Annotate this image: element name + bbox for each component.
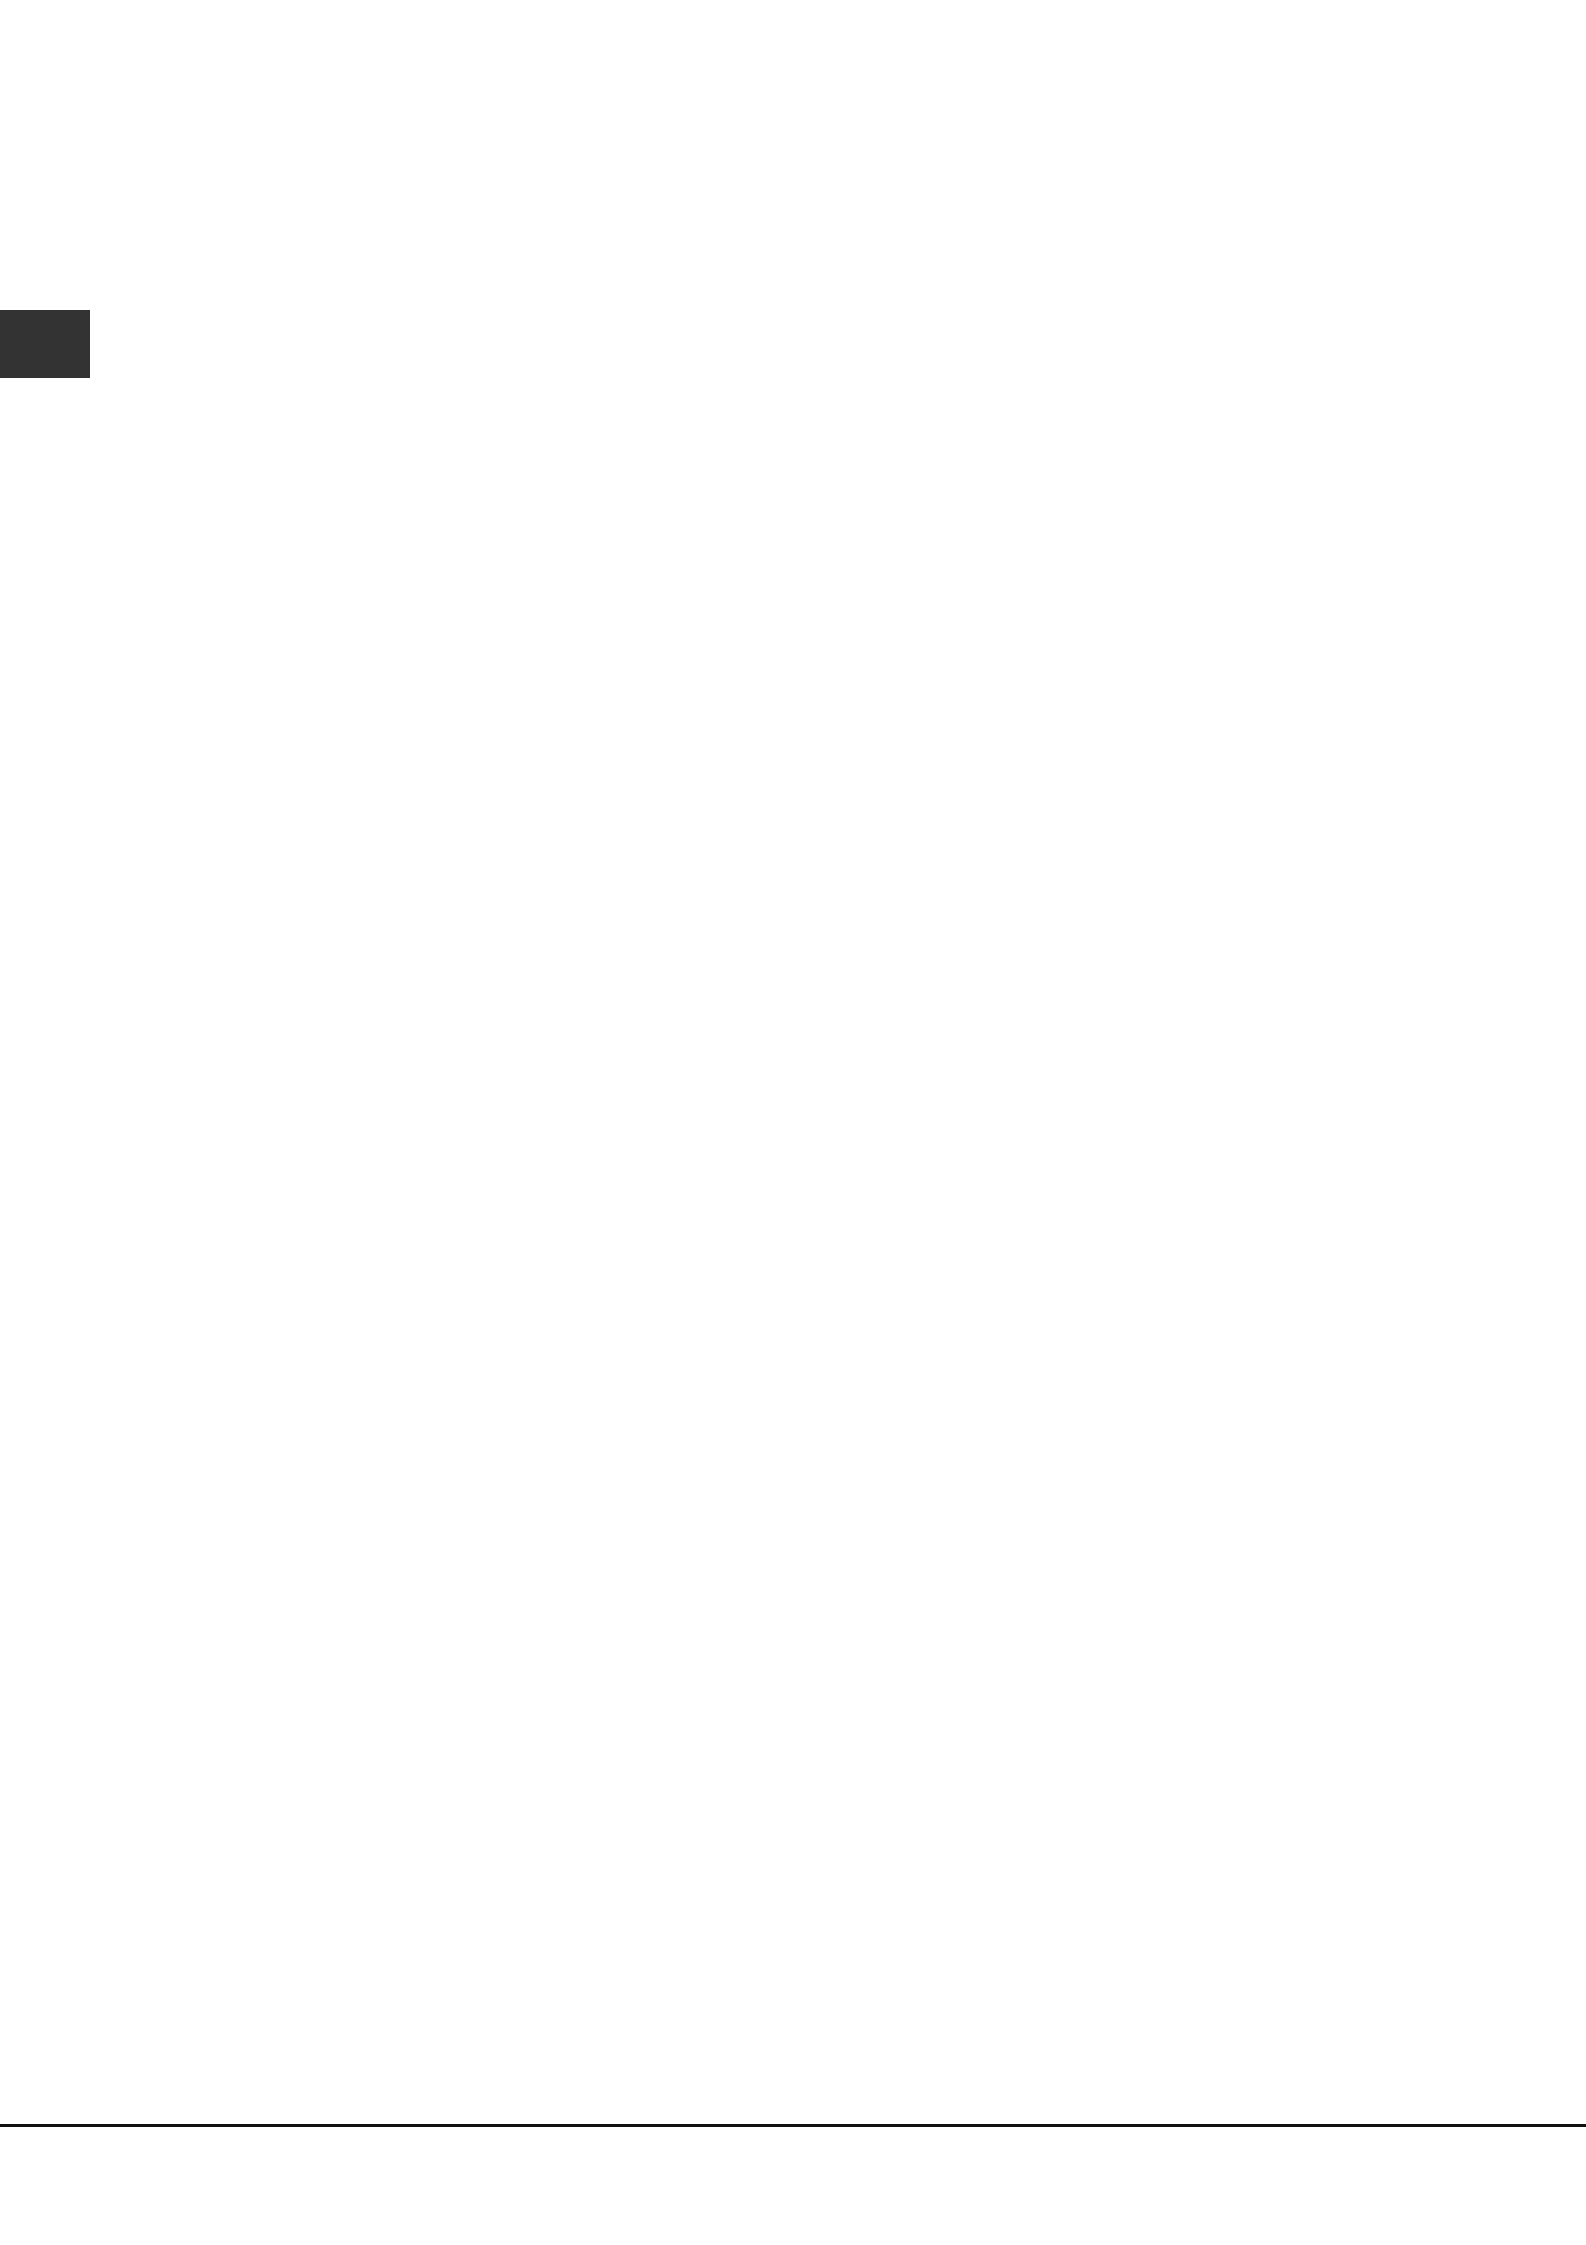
- header-color-bar: [0, 242, 1586, 257]
- bar-segment-mid-grey: [1164, 242, 1255, 257]
- footer-divider: [0, 2124, 1586, 2127]
- language-tab: [0, 310, 90, 378]
- bar-segment-pale-grey: [1255, 242, 1586, 257]
- bar-segment-light-grey: [1005, 242, 1164, 257]
- bar-segment-dark: [0, 242, 1005, 257]
